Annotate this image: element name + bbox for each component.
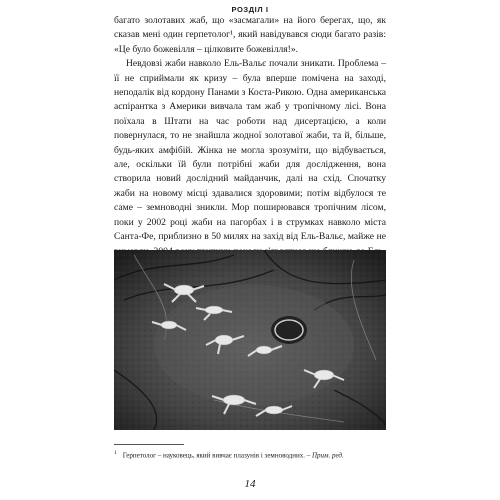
- footnote: [114, 449, 386, 460]
- page-number: 14: [244, 478, 256, 490]
- footnote-mark: 1: [114, 450, 117, 456]
- running-head: РОЗДІЛ І: [231, 5, 269, 14]
- footnote-text: Герпетолог – науковець, який вивчає плазунів і земноводних. –: [122, 451, 311, 460]
- paragraph-1: багато золотавих жаб, що «засмагали» на його берегах, що, як сказав мені один герпетолог¹, який навідувався сюди багато разів: «Це було божевілля – цілковите божевілля!».: [114, 15, 386, 55]
- photo-dead-frogs: [114, 250, 386, 430]
- body-text: [114, 14, 386, 288]
- footnote-editor-note: Прим. ред.: [311, 451, 344, 460]
- paragraph-2: Невдовзі жаби навколо Ель-Вальє почали зникати. Проблема – її не сприймали як кризу – була вперше помічена на заході, неподалік від кордону Панами з Коста-Рикою. Одна американська аспірантка з Америки вивчала там жаб у тропічному лісі. Вона поїхала в Штати на час роботи над дисертацією, а коли повернулася, то не знайшла жодної золотавої жаби, та й, більше, будь-яких амфібій. Жінка не могла зрозуміти, що відбувається, але, оскільки їй були потрібні жаби для дослідження, вона створила новий дослідний майданчик, далі на схід. Спочатку жаби на новому місці здавалися здоровими; потім відбулося те саме – земноводні зникли. Мор поширювався тропічним лісом, поки у 2002 році жаби на пагорбах і в струмках навколо міста Санта-Фе, приблизно в 50 милях на захід від Ель-Вальє, майже не: [114, 58, 386, 243]
- footnote-rule: [114, 444, 184, 445]
